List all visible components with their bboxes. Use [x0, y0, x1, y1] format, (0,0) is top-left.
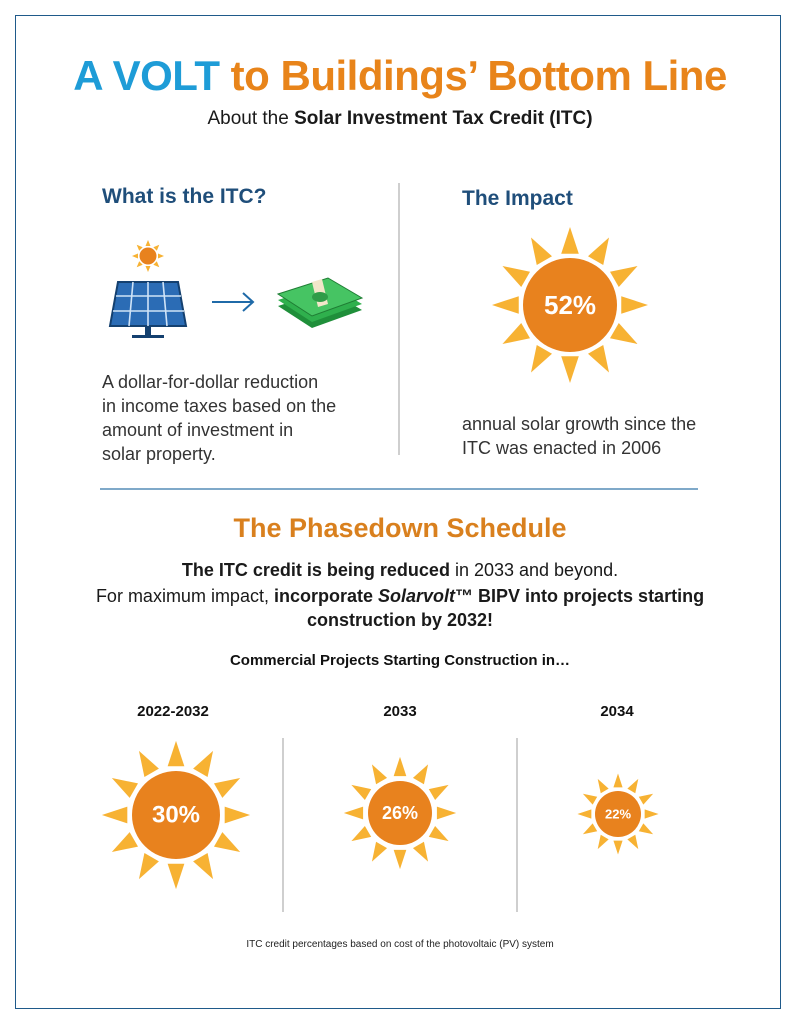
sun-ray [561, 227, 579, 254]
phasedown-line-1-rest: in 2033 and beyond. [449, 560, 619, 580]
small-sun-icon [132, 240, 164, 272]
tier-divider [516, 738, 518, 912]
sun-ray [437, 807, 456, 820]
sun-ray [577, 809, 591, 818]
impact-line: annual solar growth since the [462, 414, 697, 434]
sun-ray [492, 296, 519, 314]
sun-ray [610, 266, 638, 287]
phasedown-line-2-plain: For maximum impact, [95, 586, 274, 606]
commercial-heading: Commercial Projects Starting Construction in… [229, 652, 571, 669]
what-line: solar property. [102, 444, 216, 464]
sun-ray [139, 751, 159, 777]
sun-ray [598, 835, 609, 849]
sun-ray [112, 778, 138, 798]
sun-ray [613, 841, 622, 855]
sun-ray [583, 794, 597, 805]
tier-year-2033: 2033 [383, 703, 417, 720]
what-line: amount of investment in [102, 420, 294, 440]
sun-ray [413, 842, 428, 862]
phasedown-line-1-bold: The ITC credit is being reduced [181, 560, 450, 580]
sun-ray [502, 266, 530, 287]
tier-sun-30-icon [96, 735, 256, 895]
tier-year-2022-2032: 2022-2032 [137, 703, 209, 720]
tier-sun-26-icon [340, 753, 460, 873]
title-volt: A VOLT [73, 52, 220, 99]
sun-ray [429, 826, 449, 841]
what-line: A dollar-for-dollar reduction [102, 372, 319, 392]
sun-ray [531, 345, 552, 373]
sun-ray [168, 864, 185, 889]
sun-ray [351, 826, 371, 841]
tier-year-2034: 2034 [600, 703, 634, 720]
sun-ray [502, 323, 530, 344]
sun-ray [561, 356, 579, 383]
sun-ray [613, 773, 622, 787]
title-rest: to Buildings’ Bottom Line [219, 52, 727, 99]
column-divider [398, 183, 400, 455]
impact-value: 52% [543, 290, 597, 320]
sun-ray [102, 807, 127, 824]
sun-ray [610, 323, 638, 344]
phasedown-line-2-bold: incorporate [273, 586, 378, 606]
tier-percent-30: 30% [151, 801, 201, 829]
tier-sun-22-icon [575, 771, 661, 857]
sun-ray [225, 807, 250, 824]
phasedown-line-2-bold-rest: ™ BIPV into projects starting [455, 586, 705, 606]
tier-percent-22: 22% [604, 806, 632, 822]
sun-ray [588, 345, 609, 373]
sun-ray [639, 794, 653, 805]
sun-ray [351, 785, 371, 800]
sun-ray [139, 853, 159, 879]
phasedown-line-1 [0, 560, 800, 581]
arrow-right-icon [212, 293, 253, 311]
sun-ray [627, 779, 638, 793]
what-heading: What is the ITC? [102, 185, 267, 208]
sun-ray [394, 757, 407, 776]
what-description [102, 370, 362, 466]
page-title [0, 52, 800, 100]
sun-ray [193, 853, 213, 879]
sun-ray [214, 778, 240, 798]
impact-description [462, 412, 722, 460]
solar-panel-icon [110, 282, 186, 338]
sun-ray [193, 751, 213, 777]
section-divider [100, 488, 698, 490]
phasedown-line-2 [0, 584, 800, 632]
solar-panel-to-money-illustration [100, 238, 370, 348]
impact-sun-icon [490, 225, 650, 385]
sun-ray [344, 807, 363, 820]
sun-ray [583, 823, 597, 834]
tier-divider [282, 738, 284, 912]
sun-ray [413, 764, 428, 784]
subtitle-prefix: About the [207, 108, 295, 129]
impact-line: ITC was enacted in 2006 [462, 438, 662, 458]
tier-percent-26: 26% [381, 803, 419, 823]
subtitle-bold: Solar Investment Tax Credit (ITC) [294, 108, 593, 129]
sun-ray [372, 842, 387, 862]
sun-ray [429, 785, 449, 800]
sun-ray [214, 832, 240, 852]
what-line: in income taxes based on the [102, 396, 337, 416]
money-stack-icon [278, 278, 362, 328]
footnote: ITC credit percentages based on cost of the photovoltaic (PV) system [246, 939, 554, 950]
page-subtitle [0, 108, 800, 130]
phasedown-line-3-bold: construction by 2032! [306, 610, 494, 630]
sun-ray [168, 741, 185, 766]
sun-ray [372, 764, 387, 784]
sun-ray [531, 237, 552, 265]
sun-ray [588, 237, 609, 265]
sun-ray [621, 296, 648, 314]
brand-name: Solarvolt [378, 586, 456, 606]
impact-heading: The Impact [462, 187, 573, 210]
sun-ray [639, 823, 653, 834]
sun-ray [645, 809, 659, 818]
sun-ray [112, 832, 138, 852]
sun-ray [598, 779, 609, 793]
sun-ray [394, 850, 407, 869]
sun-ray [627, 835, 638, 849]
phasedown-title: The Phasedown Schedule [233, 513, 567, 543]
